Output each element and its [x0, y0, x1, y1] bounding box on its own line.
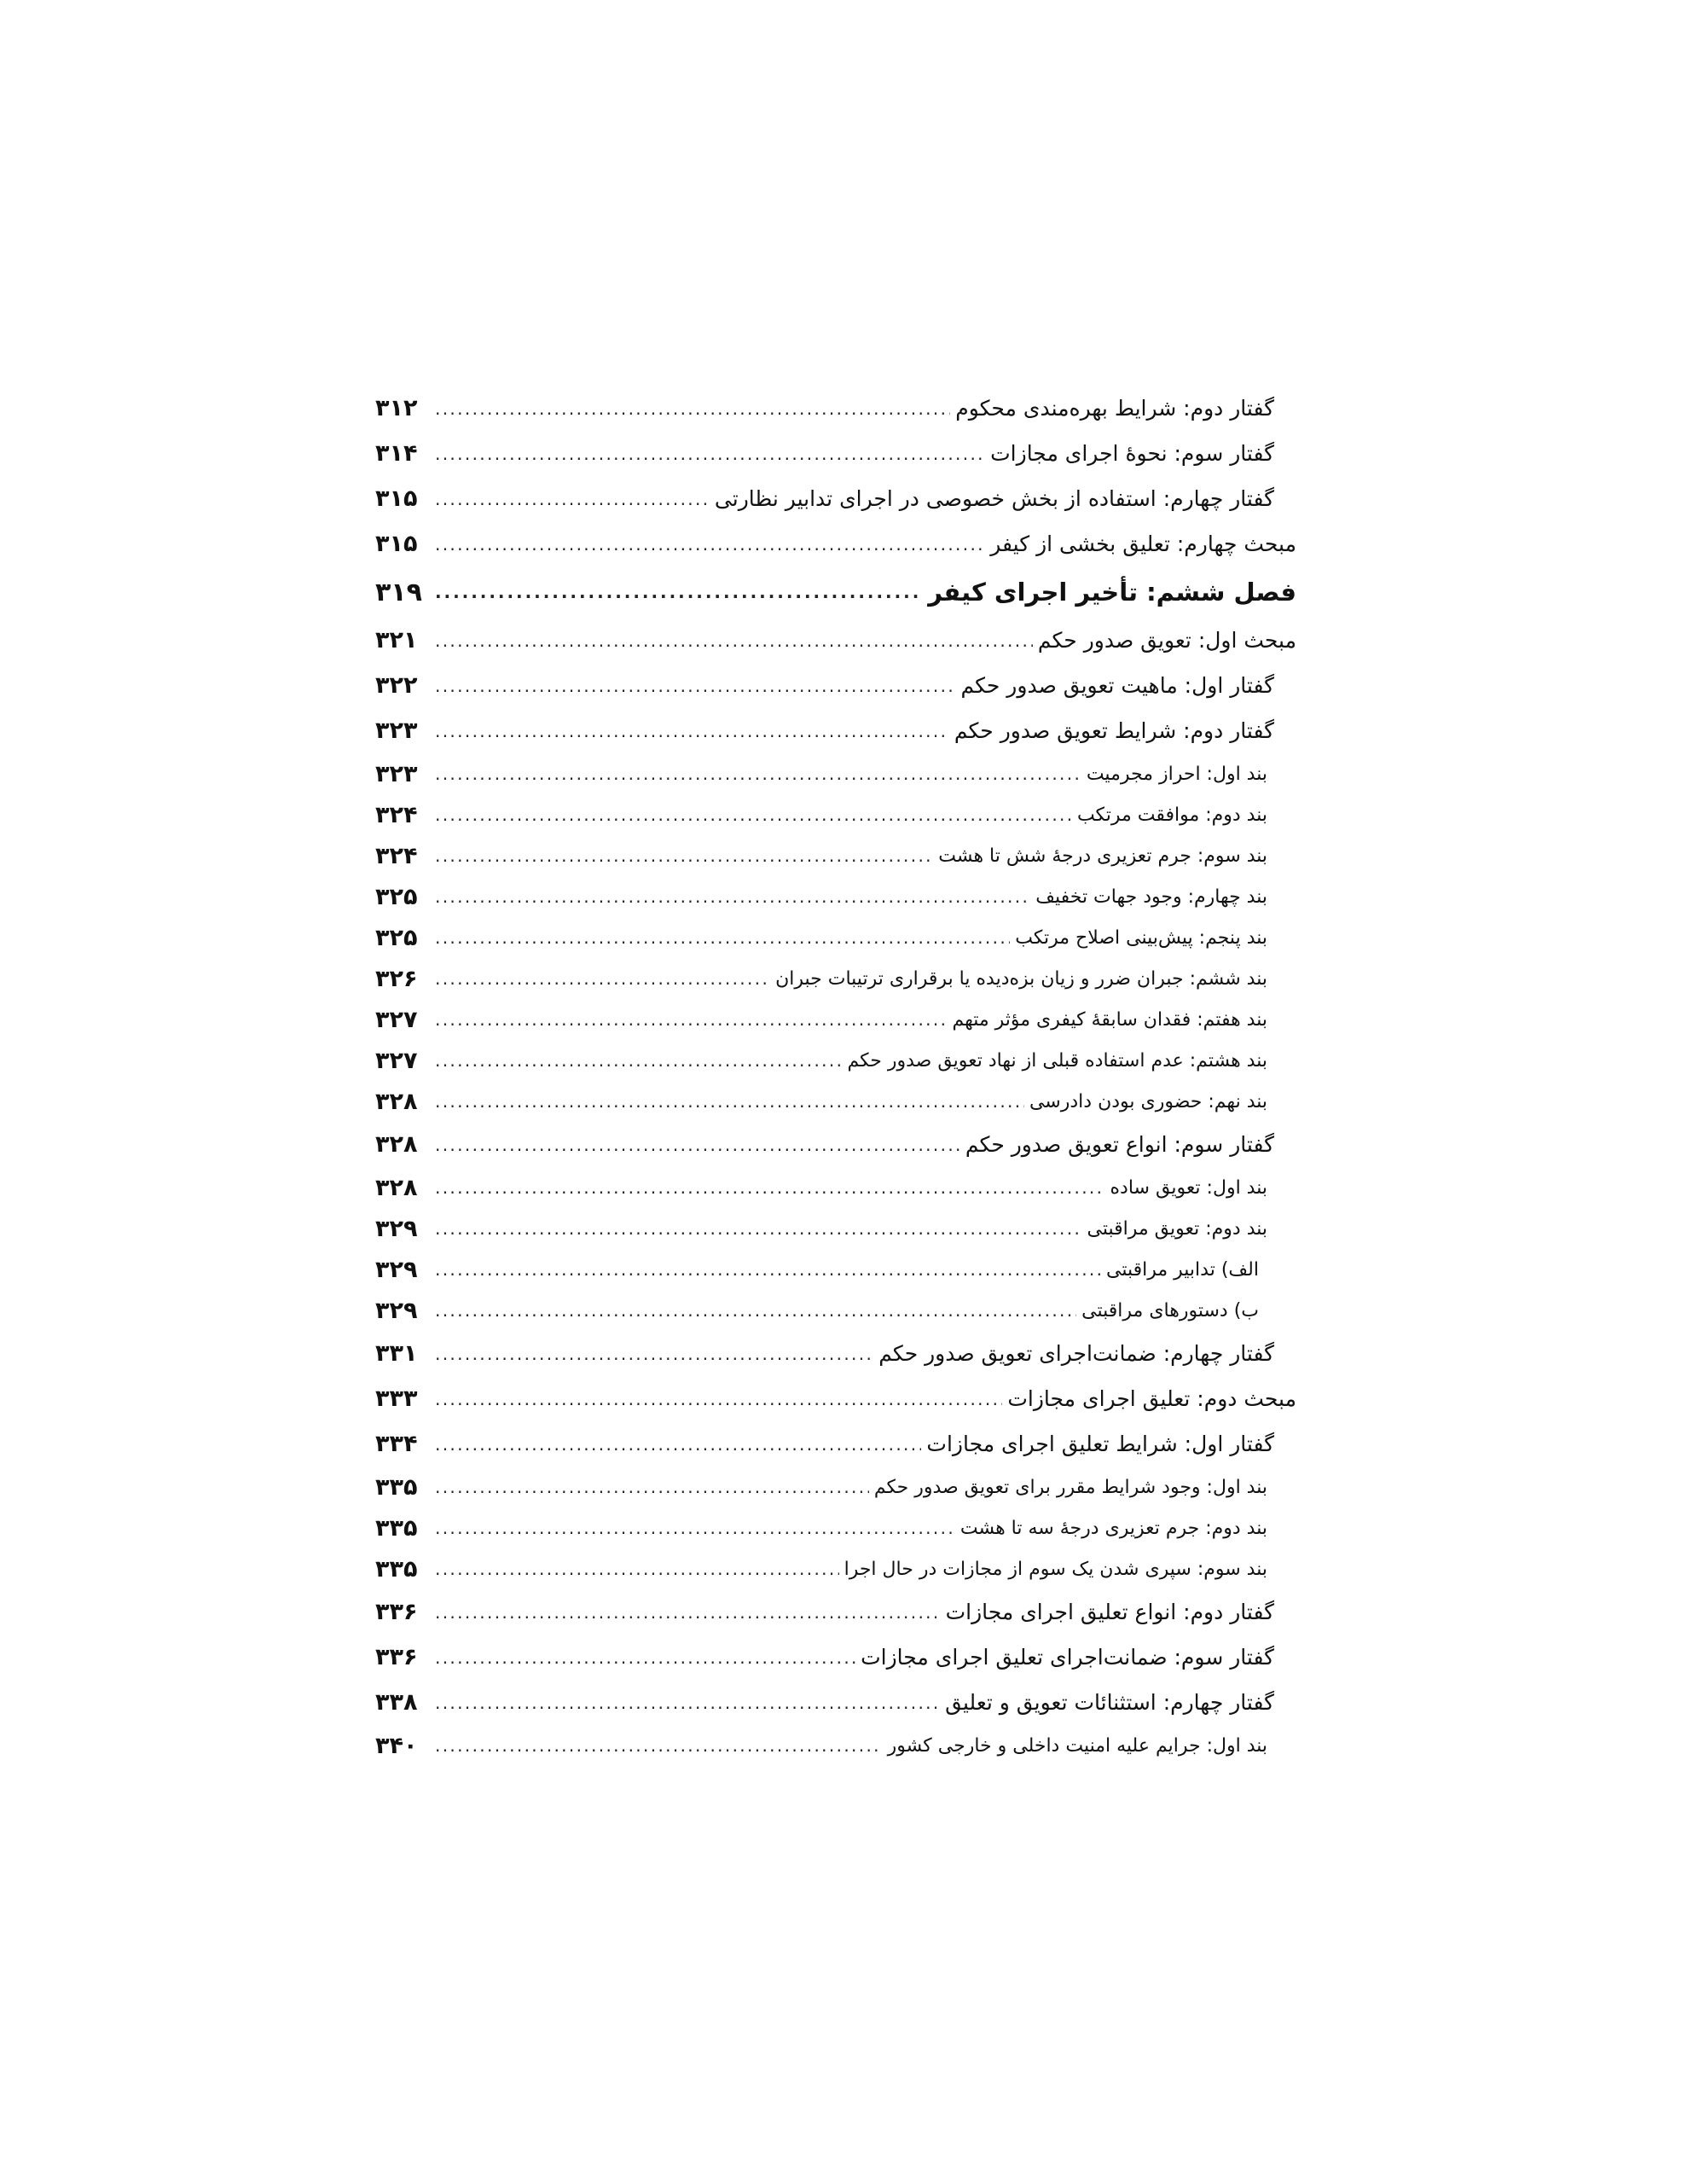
toc-entry[interactable] [375, 1507, 1296, 1548]
toc-entry-title: بند نهم: حضوری بودن دادرسی [1029, 1090, 1267, 1112]
toc-entry[interactable] [375, 753, 1296, 794]
toc-entry-page: ۳۲۱ [375, 627, 418, 653]
toc-entry[interactable] [375, 476, 1296, 521]
toc-entry[interactable] [375, 917, 1296, 958]
dot-leader [435, 1693, 940, 1713]
toc-entry-title: گفتار اول: شرایط تعلیق اجرای مجازات [926, 1432, 1274, 1456]
toc-entry[interactable] [375, 1376, 1296, 1421]
toc-entry-title: بند سوم: جرم تعزیری درجهٔ شش تا هشت [938, 845, 1267, 867]
dot-leader [435, 1518, 955, 1538]
toc-entry-title: بند پنجم: پیش‌بینی اصلاح مرتکب [1015, 926, 1267, 949]
toc-entry-title: بند ششم: جبران ضرر و زیان بزه‌دیده یا برقراری ترتیبات جبران [775, 967, 1267, 990]
dot-leader [435, 1135, 960, 1155]
toc-entry[interactable] [375, 1331, 1296, 1376]
dot-leader [435, 1259, 1101, 1280]
toc-entry-title: گفتار چهارم: استفاده از بخش خصوصی در اجرای تدابیر نظارتی [714, 486, 1274, 511]
dot-leader [435, 534, 985, 555]
toc-entry-title: مبحث چهارم: تعلیق بخشی از کیفر [990, 531, 1296, 556]
toc-entry-title: بند دوم: موافقت مرتکب [1076, 804, 1267, 826]
toc-entry-page: ۳۳۶ [375, 1599, 418, 1625]
toc-entry-page: ۳۳۸ [375, 1689, 418, 1716]
toc-entry-page: ۳۱۲ [375, 395, 418, 421]
toc-entry-page: ۳۴۰ [375, 1732, 418, 1759]
toc-entry[interactable] [375, 1635, 1296, 1680]
toc-entry-page: ۳۲۶ [375, 965, 418, 992]
toc-entry[interactable] [375, 1290, 1296, 1331]
toc-entry-title: بند دوم: تعویق مراقبتی [1087, 1217, 1267, 1240]
toc-entry-page: ۳۱۹ [375, 577, 422, 607]
dot-leader [435, 1050, 842, 1071]
dot-leader [435, 1559, 839, 1579]
toc-entry-page: ۳۲۲ [375, 672, 418, 699]
toc-entry-page: ۳۲۳ [375, 717, 418, 744]
dot-leader [435, 489, 710, 509]
toc-entry-title: بند هشتم: عدم استفاده قبلی از نهاد تعویق صدور حکم [847, 1049, 1267, 1072]
toc-entry-title: مبحث دوم: تعلیق اجرای مجازات [1007, 1386, 1296, 1411]
toc-entry[interactable] [375, 1167, 1296, 1208]
toc-entry-title: بند دوم: جرم تعزیری درجهٔ سه تا هشت [959, 1517, 1267, 1539]
toc-entry-title: ب) دستورهای مراقبتی [1081, 1299, 1259, 1321]
toc-entry-page: ۳۲۸ [375, 1088, 418, 1115]
toc-entry-page: ۳۲۷ [375, 1006, 418, 1033]
toc-entry[interactable] [375, 1589, 1296, 1635]
toc-entry[interactable] [375, 618, 1296, 663]
dot-leader [435, 1177, 1105, 1198]
table-of-contents [375, 386, 1296, 1766]
dot-leader [435, 1647, 855, 1668]
dot-leader [435, 1344, 873, 1364]
toc-entry-page: ۳۱۵ [375, 485, 418, 512]
toc-entry[interactable] [375, 663, 1296, 708]
toc-entry[interactable] [375, 1548, 1296, 1589]
toc-entry-page: ۳۲۴ [375, 842, 418, 869]
dot-leader [435, 1735, 883, 1756]
dot-leader [435, 845, 933, 866]
toc-entry[interactable] [375, 1725, 1296, 1766]
dot-leader [435, 444, 985, 464]
dot-leader [435, 927, 1010, 948]
toc-entry-page: ۳۲۸ [375, 1131, 418, 1158]
toc-entry[interactable] [375, 1249, 1296, 1290]
toc-entry-title: بند چهارم: وجود جهات تخفیف [1035, 886, 1267, 908]
toc-entry[interactable] [375, 708, 1296, 753]
toc-entry[interactable] [375, 1208, 1296, 1249]
dot-leader [435, 676, 955, 696]
toc-entry-title: گفتار سوم: ضمانت‌اجرای تعلیق اجرای مجازات [861, 1645, 1274, 1670]
toc-entry-title: الف) تدابیر مراقبتی [1105, 1258, 1259, 1281]
toc-entry-title: گفتار سوم: نحوهٔ اجرای مجازات [990, 441, 1274, 466]
toc-entry[interactable] [375, 1467, 1296, 1507]
dot-leader [435, 1602, 941, 1623]
toc-entry[interactable] [375, 1122, 1296, 1167]
toc-entry-title: مبحث اول: تعویق صدور حکم [1037, 628, 1296, 653]
toc-entry-title: بند اول: جرایم علیه امنیت داخلی و خارجی کشور [887, 1734, 1267, 1757]
toc-entry-title: گفتار چهارم: استثنائات تعویق و تعلیق [945, 1690, 1274, 1715]
dot-leader [435, 968, 770, 989]
dot-leader [435, 582, 923, 602]
toc-entry-page: ۳۱۵ [375, 531, 418, 557]
toc-entry[interactable] [375, 386, 1296, 431]
toc-entry-title: بند هفتم: فقدان سابقهٔ کیفری مؤثر متهم [952, 1008, 1267, 1031]
dot-leader [435, 1009, 947, 1030]
toc-entry-page: ۳۲۵ [375, 883, 418, 910]
toc-entry[interactable] [375, 1040, 1296, 1081]
toc-entry[interactable] [375, 1421, 1296, 1467]
dot-leader [435, 630, 1033, 651]
dot-leader [435, 398, 950, 419]
toc-chapter-entry[interactable] [375, 566, 1296, 618]
toc-entry-title: گفتار اول: ماهیت تعویق صدور حکم [960, 673, 1274, 698]
toc-entry[interactable] [375, 876, 1296, 917]
dot-leader [435, 764, 1081, 784]
toc-entry-page: ۳۲۹ [375, 1215, 418, 1242]
toc-entry-page: ۳۲۴ [375, 801, 418, 828]
toc-entry[interactable] [375, 1081, 1296, 1122]
toc-entry-page: ۳۳۳ [375, 1385, 418, 1412]
toc-entry[interactable] [375, 521, 1296, 566]
toc-entry-title: گفتار دوم: انواع تعلیق اجرای مجازات [945, 1600, 1274, 1624]
toc-entry-title: بند اول: تعویق ساده [1110, 1176, 1267, 1199]
toc-entry-page: ۳۱۴ [375, 440, 418, 467]
toc-entry-page: ۳۲۷ [375, 1047, 418, 1074]
toc-entry[interactable] [375, 835, 1296, 876]
dot-leader [435, 886, 1030, 907]
toc-entry-page: ۳۳۵ [375, 1473, 418, 1501]
toc-entry-page: ۳۳۵ [375, 1555, 418, 1583]
dot-leader [435, 1477, 869, 1497]
toc-entry-page: ۳۳۶ [375, 1644, 418, 1670]
toc-entry[interactable] [375, 431, 1296, 476]
dot-leader [435, 1434, 921, 1455]
toc-entry[interactable] [375, 794, 1296, 835]
toc-entry[interactable] [375, 999, 1296, 1040]
dot-leader [435, 721, 949, 741]
toc-entry-title: بند اول: احراز مجرمیت [1086, 763, 1267, 785]
toc-entry-title: گفتار دوم: شرایط بهره‌مندی محکوم [955, 396, 1274, 421]
dot-leader [435, 804, 1072, 825]
toc-entry-title: بند اول: وجود شرایط مقرر برای تعویق صدور حکم [873, 1476, 1267, 1498]
toc-entry-page: ۳۳۴ [375, 1431, 418, 1457]
toc-entry-title: گفتار سوم: انواع تعویق صدور حکم [965, 1132, 1274, 1157]
toc-entry-title: گفتار چهارم: ضمانت‌اجرای تعویق صدور حکم [878, 1341, 1274, 1366]
dot-leader [435, 1091, 1024, 1112]
toc-entry[interactable] [375, 1680, 1296, 1725]
toc-entry-title: فصل ششم: تأخیر اجرای کیفر [928, 578, 1296, 607]
toc-entry-title: گفتار دوم: شرایط تعویق صدور حکم [954, 718, 1274, 743]
toc-entry-page: ۳۲۵ [375, 924, 418, 951]
toc-entry-title: بند سوم: سپری شدن یک سوم از مجازات در حال اجرا [844, 1558, 1267, 1580]
toc-entry-page: ۳۳۵ [375, 1514, 418, 1542]
toc-entry-page: ۳۲۸ [375, 1174, 418, 1201]
toc-entry[interactable] [375, 958, 1296, 999]
dot-leader [435, 1218, 1082, 1239]
dot-leader [435, 1300, 1076, 1321]
toc-entry-page: ۳۲۳ [375, 760, 418, 787]
dot-leader [435, 1389, 1002, 1409]
toc-entry-page: ۳۲۹ [375, 1297, 418, 1324]
toc-entry-page: ۳۲۹ [375, 1256, 418, 1283]
toc-entry-page: ۳۳۱ [375, 1340, 418, 1367]
